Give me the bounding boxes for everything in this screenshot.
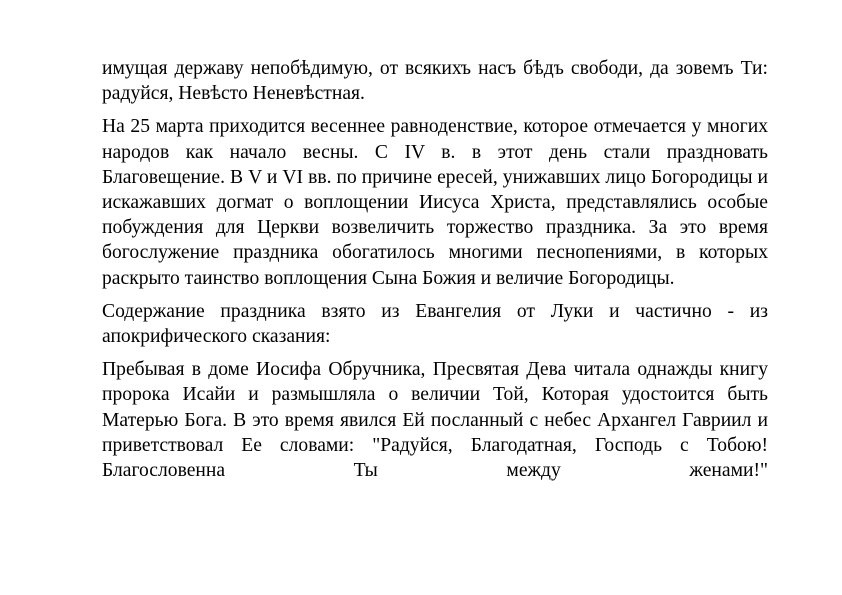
paragraph-prayer-ending: имущая державу непобѣдимую, от всякихъ насъ бѣдъ свободи, да зовемъ Ти: радуйся, Невѣсто Неневѣстная.: [102, 58, 768, 105]
paragraph-feast-sources: Содержание праздника взято из Евангелия от Луки и частично - из апокрифического сказания:: [102, 300, 768, 348]
paragraph-annunciation-story: Пребывая в доме Иосифа Обручника, Пресвятая Дева читала однажды книгу пророка Исайи и размышляла о величии Той, Которая удостоится быть Матерью Бога. В это время явился Ей посланный с небес Архангел Гавриил и приветствовал Ее словами: "Радуйся, Благодатная, Господь с Тобою! Благословенна Ты между женами!": [102, 359, 768, 482]
document-body: [102, 56, 768, 483]
paragraph-equinox-history: На 25 марта приходится весеннее равноденствие, которое отмечается у многих народов как начало весны. С IV в. в этот день стали праздновать Благовещение. В V и VI вв. по причине ересей, унижавших лицо Богородицы и искажавших догмат о воплощении Иисуса Христа, представлялись особые побуждения для Церкви возвеличить торжество праздника. За это время богослужение праздника обогатилось многими песнопениями, в которых раскрыто таинство воплощения Сына Божия и величие Богородицы.: [102, 116, 768, 289]
